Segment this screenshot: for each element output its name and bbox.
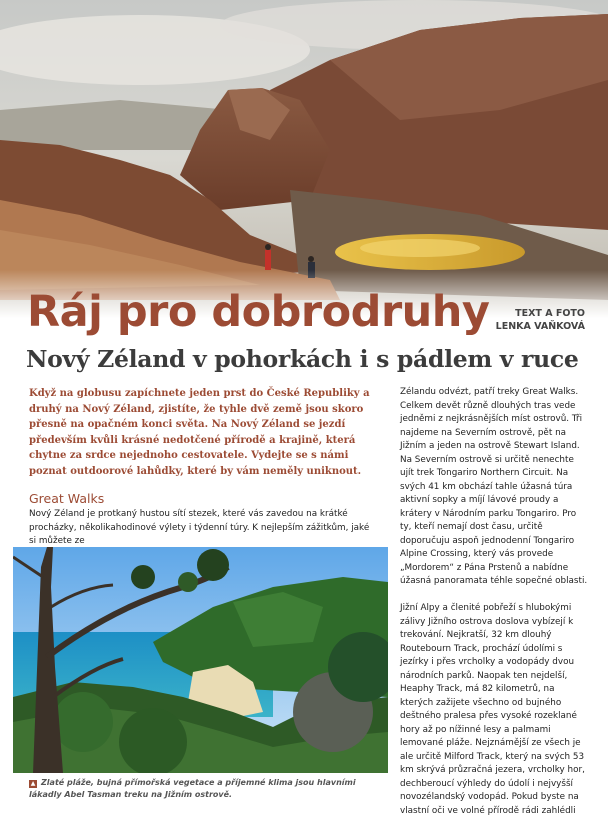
- credit-label: TEXT A FOTO: [515, 308, 585, 319]
- credit-author: LENKA VAŇKOVÁ: [495, 321, 585, 332]
- column-paragraph-1: Zélandu odvézt, patří treky Great Walks. Celkem devět různě dlouhých tras vede jedněmi z nejkrásnějších míst ostrovů. Tři najdeme na Severním ostrově, pět na Jižním a jeden na ostrově Stewart Island. Na Severním ostrově si určitě nenechte ujít trek Tongariro Northern Circuit. Na svých 41 km obchází tahle úžasná túra aktivní sopky a míjí lávové proudy a krátery v Národním parku Tongariro. Pro ty, kteří nemají dost času, určitě doporučuju aspoň jednodenní Tongariro Alpine Crossing, který vás provede „Mordorem“ z Pána Prstenů a nabídne úžasná panoramata téhle sopečné oblasti.: [400, 387, 588, 586]
- page-subtitle: Nový Zéland v pohorkách i s pádlem v ruce: [26, 345, 579, 373]
- section-heading: Great Walks: [29, 491, 105, 506]
- page-title: Ráj pro dobrodruhy: [27, 287, 490, 337]
- photo-caption: [29, 777, 379, 800]
- hero-photo-volcanic-landscape: [0, 0, 608, 318]
- column-paragraph-2: Jižní Alpy a členité pobřeží s hlubokými zálivy Jižního ostrova doslova vybízejí k trekování. Nejkratší, 32 km dlouhý Routebourn Track, prochází údolími s jezírky i přes vrcholky a vodopády dvou národních parků. Naopak ten nejdelší, Heaphy Track, má 82 kilometrů, na kterých zažijete všechno od bujného deštného pralesa přes vysoké rozeklané hory až po nížinné lesy a palmami lemované pláže. Nejznámější ze všech je ale určitě Milford Track, který na svých 53 km skrývá průzračná jezera, vrcholky hor, dechberoucí výhledy do údolí i nejvyšší novozélandský vodopád. Pokud byste na vlastní oči ve volné přírodě rádi zahlédli: [400, 603, 585, 816]
- caption-text: Zlaté pláže, bujná přímořská vegetace a příjemné klima jsou hlavními lákadly Abel Tasman treku na Jižním ostrově.: [29, 778, 356, 799]
- beach-photo: [13, 547, 388, 773]
- section-paragraph: Nový Zéland je protkaný hustou sítí stezek, které vás zavedou na krátké procházky, několikahodinové výlety i týdenní túry. K nejlepším zážitkům, jaké si můžete ze: [29, 509, 370, 546]
- paragraph-gap: [400, 589, 590, 603]
- beach-illustration: [13, 547, 388, 773]
- right-column: [400, 386, 590, 818]
- author-credit: [496, 307, 585, 333]
- caption-arrow-icon: ▲: [30, 780, 36, 787]
- hero-illustration: [0, 0, 608, 318]
- lead-paragraph: Když na globusu zapíchnete jeden prst do České Republiky a druhý na Nový Zéland, zjistíte, že tyhle dvě země jsou skoro přesně na opačném konci světa. Na Nový Zéland se jezdí především kvůli krásné nedotčené přírodě a krajině, která chytne za srdce nejednoho cestovatele. Vydejte se s námi poznat outdoorové lahůdky, které by vám neměly uniknout.: [29, 388, 370, 477]
